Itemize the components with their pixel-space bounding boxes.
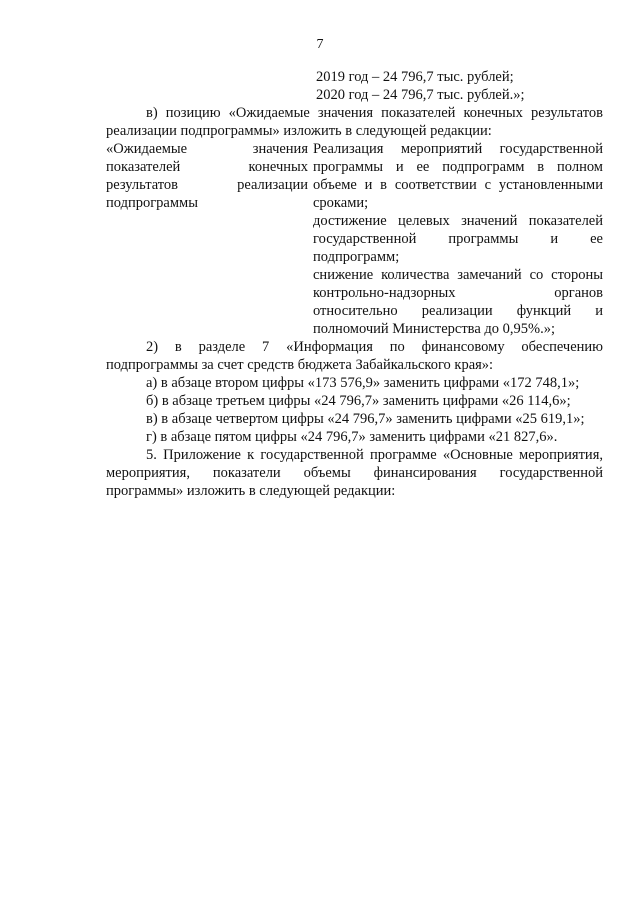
list-item: б) в абзаце третьем цифры «24 796,7» заменить цифрами «26 114,6»; (146, 393, 571, 409)
value-line: сроками; (313, 195, 369, 211)
label-line: показателей конечных (106, 159, 308, 175)
value-line: государственной программы и ее (313, 231, 603, 247)
expected-values-table (106, 140, 603, 338)
document-body (106, 68, 603, 500)
label-line: «Ожидаемые значения (106, 141, 308, 157)
list-item: а) в абзаце втором цифры «173 576,9» заменить цифрами «172 748,1»; (146, 375, 580, 391)
value-line: программы и ее подпрограмм в полном (313, 159, 603, 175)
label-line: результатов реализации (106, 177, 308, 193)
value-line: снижение количества замечаний со стороны (313, 267, 603, 283)
page-number: 7 (316, 37, 324, 52)
year-2019-line: 2019 год – 24 796,7 тыс. рублей; (316, 69, 514, 85)
paragraph-line: в) позицию «Ожидаемые значения показателей конечных результатов (146, 105, 603, 121)
paragraph-line: подпрограммы за счет средств бюджета Забайкальского края»: (106, 357, 494, 373)
table-value-cell (313, 140, 603, 338)
table-label-cell (106, 140, 308, 338)
paragraph-line: мероприятия, показатели объемы финансирования государственной (106, 465, 603, 481)
year-2020-line: 2020 год – 24 796,7 тыс. рублей.»; (316, 87, 525, 103)
value-line: достижение целевых значений показателей (313, 213, 603, 229)
paragraph-line: программы» изложить в следующей редакции: (106, 483, 396, 499)
paragraph-line: 5. Приложение к государственной программе «Основные мероприятия, (146, 447, 603, 463)
value-line: относительно реализации функций и (313, 303, 603, 319)
paragraph-line: реализации подпрограммы» изложить в следующей редакции: (106, 123, 492, 139)
value-line: контрольно-надзорных органов (313, 285, 603, 301)
paragraph-2-section-7 (106, 338, 603, 374)
value-line: полномочий Министерства до 0,95%.»; (313, 321, 556, 337)
amendment-items-list (106, 374, 603, 446)
financing-years-continuation (106, 68, 603, 104)
list-item: в) в абзаце четвертом цифры «24 796,7» заменить цифрами «25 619,1»; (146, 411, 585, 427)
value-line: объеме и в соответствии с установленными (313, 177, 603, 193)
label-line: подпрограммы (106, 195, 198, 211)
value-line: Реализация мероприятий государственной (313, 141, 603, 157)
list-item: г) в абзаце пятом цифры «24 796,7» заменить цифрами «21 827,6». (146, 429, 558, 445)
paragraph-v-expected-values (106, 104, 603, 140)
paragraph-5-appendix (106, 446, 603, 500)
paragraph-line: 2) в разделе 7 «Информация по финансовому обеспечению (146, 339, 603, 355)
value-line: подпрограмм; (313, 249, 400, 265)
